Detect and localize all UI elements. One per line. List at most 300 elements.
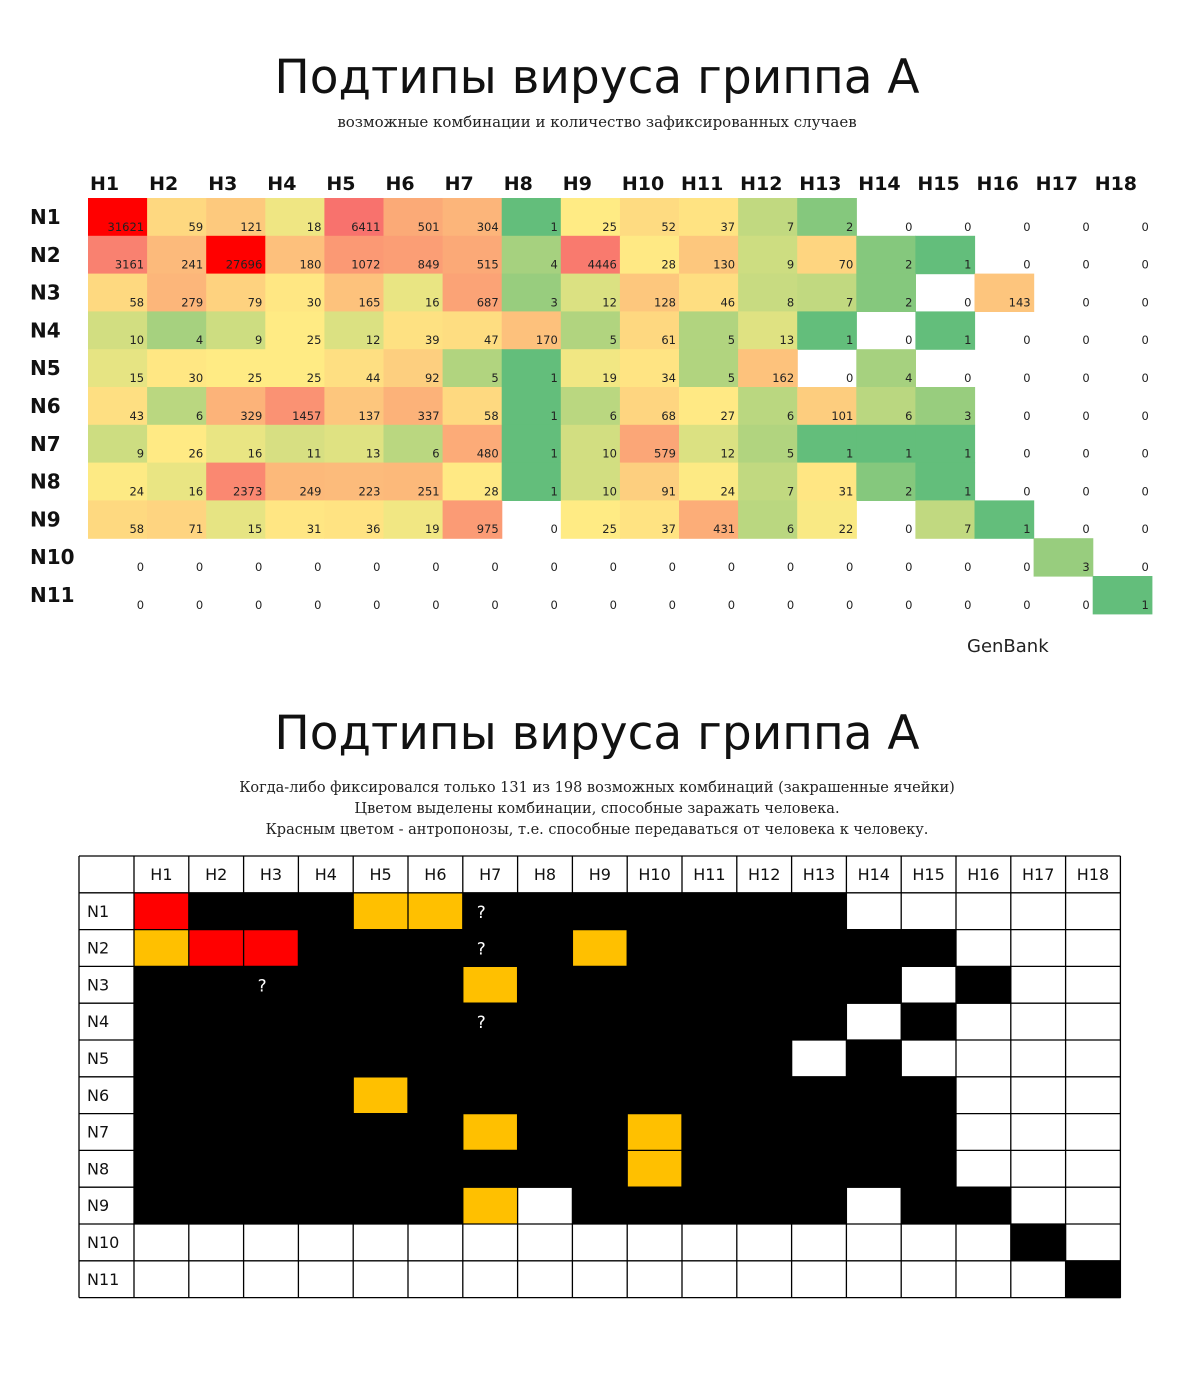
cell-value-label: 0 — [1082, 333, 1090, 348]
table-cell — [792, 1114, 847, 1151]
table-column-label-h5: H5 — [369, 865, 392, 884]
row-label-n8: N8 — [30, 469, 61, 494]
table-column-label-h11: H11 — [693, 865, 726, 884]
table-cell — [682, 930, 737, 967]
cell-value-label: 0 — [550, 560, 558, 574]
table-cell — [572, 893, 627, 930]
table-row-label-n5: N5 — [87, 1049, 110, 1068]
table-note-3: Красным цветом - антропонозы, т.е. способные передаваться от человека к человеку. — [265, 822, 929, 838]
cell-value-label: 2 — [905, 484, 913, 499]
cell-value-label: 0 — [964, 371, 972, 385]
cell-value-label: 58 — [129, 522, 145, 537]
cell-value-label: 1 — [550, 484, 558, 499]
cell-value-label: 5 — [491, 371, 499, 385]
cell-value-label: 2 — [905, 295, 913, 310]
cell-value-label: 1 — [845, 333, 854, 348]
table-cell — [572, 966, 627, 1003]
table-cell — [298, 930, 353, 967]
cell-value-label: 39 — [424, 333, 440, 348]
row-label-n9: N9 — [30, 507, 61, 532]
cell-value-label: 4 — [195, 333, 204, 348]
cell-value-label: 1 — [964, 446, 972, 461]
cell-value-label: 0 — [845, 597, 854, 612]
cell-value-label: 7 — [786, 219, 795, 234]
cell-value-label: 0 — [1082, 446, 1090, 461]
cell-value-label: 0 — [254, 560, 263, 574]
column-label-h2: H2 — [149, 173, 179, 195]
table-row-label-n8: N8 — [87, 1159, 110, 1179]
table-cell — [518, 930, 573, 967]
cell-value-label: 0 — [1141, 560, 1149, 574]
table-cell — [737, 1003, 792, 1040]
cell-value-label: 6 — [905, 408, 913, 423]
cell-value-label: 241 — [181, 257, 204, 272]
table-note-2: Цветом выделены комбинации, способные заражать человека. — [354, 801, 840, 817]
cell-value-label: 7 — [964, 522, 972, 537]
cell-value-label: 0 — [905, 333, 913, 348]
table-cell — [134, 966, 189, 1003]
cell-value-label: 501 — [417, 219, 440, 234]
cell-value-label: 25 — [247, 371, 263, 385]
cell-value-label: 1 — [1141, 597, 1149, 612]
cell-value-label: 79 — [247, 295, 263, 310]
table-cell — [408, 1187, 463, 1224]
table-cell — [463, 1187, 518, 1224]
table-cell — [298, 1040, 353, 1077]
cell-value-label: 0 — [786, 560, 795, 574]
table-cell — [737, 1114, 792, 1151]
table-cell — [792, 1150, 847, 1187]
cell-value-label: 12 — [365, 333, 381, 348]
table-cell — [682, 1077, 737, 1114]
cell-value-label: 9 — [254, 333, 263, 348]
cell-value-label: 2 — [905, 257, 913, 272]
table-cell — [627, 893, 682, 930]
cell-value-label: 337 — [417, 408, 440, 423]
table-cell — [298, 1187, 353, 1224]
cell-value-label: 91 — [661, 484, 676, 499]
table-column-label-h12: H12 — [748, 865, 781, 884]
table-row-label-n3: N3 — [87, 975, 110, 995]
cell-value-label: 4446 — [587, 257, 617, 272]
cell-value-label: 0 — [727, 560, 736, 574]
table-cell — [134, 1003, 189, 1040]
table-cell — [244, 1187, 299, 1224]
cell-value-label: 3161 — [114, 257, 145, 272]
column-label-h9: H9 — [562, 173, 592, 195]
table-cell — [956, 966, 1011, 1003]
column-label-h16: H16 — [976, 173, 1019, 195]
cell-value-label: 0 — [1023, 257, 1031, 272]
cell-value-label: 4 — [905, 371, 913, 385]
cell-value-label: 165 — [358, 295, 381, 310]
cell-value-label: 3 — [964, 408, 972, 423]
cell-value-label: 1 — [1023, 522, 1031, 537]
table-cell — [353, 930, 408, 967]
column-label-h18: H18 — [1094, 173, 1138, 195]
cell-value-label: 15 — [247, 522, 263, 537]
table-cell — [682, 893, 737, 930]
table-cell — [134, 893, 189, 930]
cell-value-label: 223 — [358, 484, 381, 499]
cell-value-label: 37 — [720, 219, 736, 234]
cell-value-label: 0 — [845, 560, 854, 574]
combination-table — [0, 850, 1194, 1310]
cell-value-label: 0 — [1023, 560, 1031, 574]
table-cell — [792, 1187, 847, 1224]
cell-value-label: 9 — [136, 446, 145, 461]
table-cell — [518, 1040, 573, 1077]
table-cell — [682, 1187, 737, 1224]
table-cell — [408, 893, 463, 930]
cell-value-label: 58 — [129, 295, 145, 310]
table-cell — [298, 966, 353, 1003]
cell-value-label: 0 — [1023, 446, 1031, 461]
table-cell — [408, 1003, 463, 1040]
cell-value-label: 0 — [1141, 333, 1149, 348]
table-cell — [682, 1114, 737, 1151]
cell-value-label: 1 — [550, 446, 558, 461]
cell-value-label: 13 — [779, 333, 795, 348]
question-mark-label: ? — [476, 939, 486, 960]
cell-value-label: 121 — [240, 219, 263, 234]
cell-value-label: 52 — [661, 219, 676, 234]
cell-value-label: 6 — [432, 446, 440, 461]
cell-value-label: 0 — [964, 560, 972, 574]
column-label-h13: H13 — [799, 173, 842, 195]
cell-value-label: 7 — [786, 484, 795, 499]
table-row-label-n2: N2 — [87, 938, 110, 958]
cell-value-label: 19 — [602, 371, 617, 385]
table-cell — [244, 893, 299, 930]
question-mark-label: ? — [476, 1013, 486, 1034]
table-cell — [792, 1003, 847, 1040]
table-cell — [298, 1150, 353, 1187]
cell-value-label: 0 — [1141, 484, 1149, 499]
cell-value-label: 24 — [129, 484, 145, 499]
table-cell — [244, 1150, 299, 1187]
table-cell — [353, 1040, 408, 1077]
table-column-label-h9: H9 — [588, 865, 611, 884]
source-label: GenBank — [967, 636, 1049, 657]
table-cell — [244, 1077, 299, 1114]
table-column-label-h18: H18 — [1076, 865, 1110, 884]
table-cell — [298, 893, 353, 930]
cell-value-label: 431 — [713, 522, 736, 537]
cell-value-label: 1457 — [292, 408, 322, 423]
cell-value-label: 0 — [668, 597, 676, 612]
table-cell — [518, 1114, 573, 1151]
table-cell — [737, 893, 792, 930]
table-cell — [408, 1077, 463, 1114]
table-cell — [189, 1150, 244, 1187]
table-cell — [134, 930, 189, 967]
table-cell — [408, 1040, 463, 1077]
cell-value-label: 0 — [668, 560, 676, 574]
table-cell — [353, 966, 408, 1003]
table-cell — [682, 1150, 737, 1187]
cell-value-label: 2373 — [233, 484, 263, 499]
cell-value-label: 0 — [1023, 219, 1031, 234]
column-label-h3: H3 — [208, 173, 238, 195]
cell-value-label: 6 — [195, 408, 204, 423]
table-cell — [1066, 1261, 1121, 1298]
cell-value-label: 22 — [838, 522, 854, 537]
table-cell — [792, 966, 847, 1003]
table-note-1: Когда-либо фиксировался только 131 из 198 возможных комбинаций (закрашенные ячейки) — [239, 780, 955, 796]
cell-value-label: 0 — [964, 295, 972, 310]
cell-value-label: 0 — [432, 597, 440, 612]
cell-value-label: 18 — [306, 219, 322, 234]
table-cell — [134, 1040, 189, 1077]
table-column-label-h16: H16 — [967, 865, 1000, 884]
column-label-h7: H7 — [444, 173, 474, 195]
cell-value-label: 43 — [129, 408, 145, 423]
cell-value-label: 0 — [373, 597, 381, 612]
table-row-label-n4: N4 — [87, 1012, 110, 1032]
table-cell — [189, 1040, 244, 1077]
table-column-label-h10: H10 — [638, 865, 671, 884]
cell-value-label: 0 — [1082, 408, 1090, 423]
table-cell — [737, 1150, 792, 1187]
heatmap-subtitle: возможные комбинации и количество зафиксированных случаев — [337, 113, 857, 131]
table-column-label-h7: H7 — [479, 865, 502, 884]
cell-value-label: 975 — [476, 522, 499, 537]
table-cell — [737, 1077, 792, 1114]
table-row-label-n10: N10 — [87, 1233, 120, 1252]
column-label-h12: H12 — [740, 173, 783, 195]
column-label-h17: H17 — [1035, 173, 1078, 195]
table-cell — [353, 1187, 408, 1224]
cell-value-label: 180 — [299, 257, 322, 272]
cell-value-label: 0 — [905, 522, 913, 537]
cell-value-label: 58 — [484, 408, 499, 423]
cell-value-label: 31621 — [107, 219, 145, 234]
cell-value-label: 0 — [1082, 219, 1090, 234]
cell-value-label: 31 — [838, 484, 854, 499]
cell-value-label: 36 — [365, 522, 381, 537]
column-label-h14: H14 — [858, 173, 901, 195]
table-cell — [682, 966, 737, 1003]
table-column-label-h6: H6 — [424, 865, 447, 884]
cell-value-label: 143 — [1008, 295, 1031, 310]
table-cell — [901, 930, 956, 967]
cell-value-label: 5 — [786, 446, 795, 461]
cell-value-label: 3 — [1082, 560, 1090, 574]
cell-value-label: 1 — [905, 446, 913, 461]
cell-value-label: 849 — [417, 257, 440, 272]
cell-value-label: 9 — [786, 257, 795, 272]
cell-value-label: 47 — [484, 333, 499, 348]
table-cell — [244, 1003, 299, 1040]
cell-value-label: 28 — [661, 257, 676, 272]
table-cell — [901, 1114, 956, 1151]
cell-value-label: 251 — [417, 484, 440, 499]
cell-value-label: 0 — [373, 560, 381, 574]
cell-value-label: 25 — [306, 371, 322, 385]
table-cell — [518, 1003, 573, 1040]
cell-value-label: 170 — [535, 333, 558, 348]
table-cell — [134, 1150, 189, 1187]
table-column-label-h2: H2 — [205, 865, 228, 884]
cell-value-label: 0 — [314, 560, 322, 574]
table-cell — [244, 1114, 299, 1151]
cell-value-label: 1 — [964, 257, 972, 272]
cell-value-label: 0 — [1141, 408, 1149, 423]
table-cell — [189, 1187, 244, 1224]
table-cell — [737, 930, 792, 967]
table-cell — [572, 1003, 627, 1040]
table-cell — [901, 1003, 956, 1040]
table-cell — [408, 1150, 463, 1187]
cell-value-label: 16 — [247, 446, 263, 461]
table-cell — [572, 1077, 627, 1114]
cell-value-label: 10 — [602, 484, 617, 499]
cell-value-label: 0 — [1082, 295, 1090, 310]
table-cell — [518, 1077, 573, 1114]
cell-value-label: 4 — [550, 257, 558, 272]
table-row-label-n6: N6 — [87, 1085, 110, 1105]
table-cell — [572, 1150, 627, 1187]
cell-value-label: 0 — [1023, 371, 1031, 385]
table-column-label-h14: H14 — [857, 865, 890, 884]
column-label-h11: H11 — [681, 173, 724, 195]
row-label-n3: N3 — [30, 280, 61, 305]
table-cell — [463, 893, 518, 930]
cell-value-label: 31 — [306, 522, 322, 537]
cell-value-label: 0 — [1141, 219, 1149, 234]
cell-value-label: 0 — [1023, 484, 1031, 499]
table-cell — [134, 1077, 189, 1114]
cell-value-label: 37 — [661, 522, 676, 537]
cell-value-label: 28 — [484, 484, 499, 499]
cell-value-label: 0 — [491, 560, 499, 574]
cell-value-label: 687 — [476, 295, 499, 310]
cell-value-label: 1 — [845, 446, 854, 461]
cell-value-label: 6411 — [351, 219, 381, 234]
column-label-h4: H4 — [267, 173, 297, 195]
cell-value-label: 0 — [609, 560, 617, 574]
cell-value-label: 130 — [713, 257, 736, 272]
cell-value-label: 6 — [786, 522, 795, 537]
cell-value-label: 0 — [845, 371, 854, 385]
cell-value-label: 1 — [550, 371, 558, 385]
table-cell — [463, 1114, 518, 1151]
cell-value-label: 25 — [306, 333, 322, 348]
cell-value-label: 0 — [1082, 522, 1090, 537]
table-cell — [463, 1040, 518, 1077]
table-cell — [189, 930, 244, 967]
cell-value-label: 0 — [609, 597, 617, 612]
cell-value-label: 25 — [602, 522, 617, 537]
cell-value-label: 249 — [299, 484, 322, 499]
table-cell — [353, 1077, 408, 1114]
cell-value-label: 1 — [964, 484, 972, 499]
heatmap-title: Подтипы вируса гриппа А — [274, 50, 920, 105]
cell-value-label: 0 — [964, 219, 972, 234]
cell-value-label: 68 — [661, 408, 676, 423]
table-row-label-n1: N1 — [87, 901, 110, 921]
cell-value-label: 579 — [654, 446, 676, 461]
cell-value-label: 0 — [136, 597, 145, 612]
table-cell — [408, 1114, 463, 1151]
table-cell — [244, 930, 299, 967]
cell-value-label: 2 — [845, 219, 854, 234]
table-cell — [627, 1077, 682, 1114]
table-column-label-h3: H3 — [259, 865, 283, 884]
table-cell — [846, 1114, 901, 1151]
row-label-n6: N6 — [30, 394, 61, 418]
table-row-label-n9: N9 — [87, 1196, 110, 1216]
question-mark-label: ? — [257, 976, 267, 997]
table-cell — [846, 966, 901, 1003]
cell-value-label: 101 — [831, 408, 854, 423]
cell-value-label: 30 — [306, 295, 322, 310]
cell-value-label: 0 — [550, 597, 558, 612]
table-cell — [846, 930, 901, 967]
cell-value-label: 162 — [772, 371, 795, 385]
table-cell — [737, 1040, 792, 1077]
cell-value-label: 1 — [550, 219, 558, 234]
cell-value-label: 480 — [476, 446, 499, 461]
table-cell — [408, 966, 463, 1003]
cell-value-label: 16 — [424, 295, 440, 310]
table-cell — [463, 966, 518, 1003]
cell-value-label: 7 — [845, 295, 854, 310]
table-cell — [627, 1187, 682, 1224]
table-cell — [901, 1187, 956, 1224]
cell-value-label: 71 — [188, 522, 204, 537]
cell-value-label: 27 — [720, 408, 736, 423]
cell-value-label: 25 — [602, 219, 617, 234]
table-cell — [682, 1003, 737, 1040]
cell-value-label: 10 — [129, 333, 145, 348]
table-cell — [627, 1040, 682, 1077]
cell-value-label: 92 — [424, 371, 440, 385]
table-cell — [737, 966, 792, 1003]
table-cell — [353, 1003, 408, 1040]
column-label-h15: H15 — [917, 173, 960, 195]
cell-value-label: 59 — [188, 219, 204, 234]
table-cell — [189, 1003, 244, 1040]
cell-value-label: 1 — [964, 333, 972, 348]
table-column-label-h13: H13 — [802, 865, 836, 884]
table-cell — [737, 1187, 792, 1224]
cell-value-label: 0 — [1141, 446, 1149, 461]
cell-value-label: 24 — [720, 484, 736, 499]
table-cell — [134, 1114, 189, 1151]
table-cell — [846, 1040, 901, 1077]
cell-value-label: 1 — [550, 408, 558, 423]
cell-value-label: 0 — [491, 597, 499, 612]
table-cell — [1011, 1224, 1066, 1261]
cell-value-label: 0 — [1023, 333, 1031, 348]
table-cell — [956, 1187, 1011, 1224]
cell-value-label: 10 — [602, 446, 617, 461]
cell-value-label: 0 — [314, 597, 322, 612]
cell-value-label: 0 — [1141, 295, 1149, 310]
cell-value-label: 34 — [661, 371, 676, 385]
cell-value-label: 5 — [609, 333, 617, 348]
column-label-h5: H5 — [326, 173, 356, 195]
table-cell — [901, 1150, 956, 1187]
table-cell — [353, 893, 408, 930]
table-cell — [627, 1003, 682, 1040]
cell-value-label: 0 — [1082, 257, 1090, 272]
table-column-label-h1: H1 — [150, 865, 173, 884]
cell-value-label: 0 — [432, 560, 440, 574]
table-cell — [846, 1077, 901, 1114]
